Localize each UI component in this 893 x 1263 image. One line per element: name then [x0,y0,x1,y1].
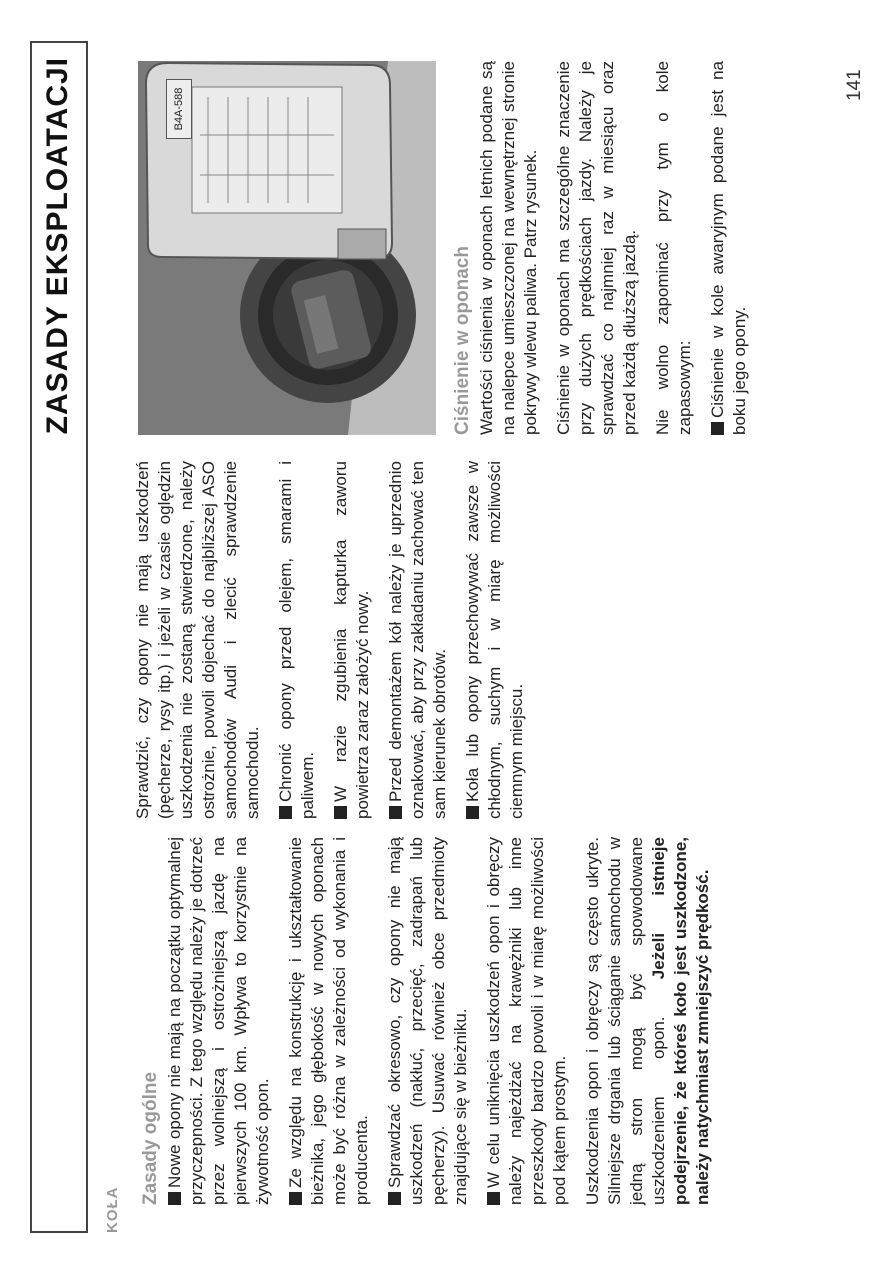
bullet-paragraph: Chronić opony przed olejem, smarami i paliwem. [276,461,317,819]
paragraph: Sprawdzić, czy opony nie mają uszkodzeń (pęcherze, rysy itp.) i jeżeli w czasie oględzin uszkodzenia nie zostaną stwierdzone, należy ostrożnie, powoli dojechać do najbliższej ASO samochodów Audi i zlecić sprawdzenie samochodu. [133,461,262,819]
bullet-paragraph: Nowe opony nie mają na początku optymalnej przyczepności. Z tego względu należy je dotrzeć przez wolniejszą i ostrożniejszą jazdę na pierwszych 100 km. Wpływa to korzystnie na żywotność opon. [165,837,272,1205]
heading-general-rules: Zasady ogólne [140,1071,161,1205]
bullet-square-icon [289,1192,302,1205]
figure-code: B4A-588 [166,79,192,139]
bullet-paragraph: W celu uniknięcia uszkodzeń opon i obręczy należy najeżdżać na krawężniki lub inne przeszkody bardzo powoli i w miarę możliwości pod kątem prostym. [484,837,569,1205]
bullet-paragraph: Ciśnienie w kole awaryjnym podane jest na boku jego opony. [708,61,749,435]
bullet-square-icon [388,1192,401,1205]
bullet-square-icon [466,806,479,819]
bullet-square-icon [334,806,347,819]
fuel-flap-photo [138,61,436,435]
bullet-square-icon [711,422,724,435]
header-bar [30,41,88,1233]
heading-tire-pressure: Ciśnienie w oponach [452,246,473,435]
column-left [140,837,725,1205]
bullet-paragraph: Ze względu na konstrukcję i ukształtowanie bieżnika, jego głębokość w nowych oponach może być różna w zależności od wykonania i producenta. [286,837,371,1205]
bullet-square-icon [487,1192,500,1205]
bullet-paragraph: Sprawdzać okresowo, czy opony nie mają uszkodzeń (nakłuć, przecięć, zadrapań lub pęcherzy). Usuwać również obce przedmioty znajdujące się w bieżniku. [385,837,470,1205]
page-number: 141 [844,69,865,101]
bold-warning: Jeżeli istnieje podejrzenie, że któreś koło jest uszkodzone, należy natychmiast zmniejszyć prędkość. [649,837,712,1205]
bullet-paragraph: Przed demontażem kół należy je uprzednio oznakować, aby przy zakładaniu zachować ten sam kierunek obrotów. [386,461,449,819]
paragraph: Uszkodzenia opon i obręczy są często ukryte. Silniejsze drgania lub ściąganie samochodu w jedną stron mogą być spowodowane uszkodzeniem opon. Jeżeli istnieje podejrzenie, że któreś koło jest uszkodzone, należy natychmiast zmniejszyć prędkość. [583,837,712,1205]
bullet-paragraph: Koła lub opony przechowywać zawsze w chłodnym, suchym i w miarę możliwości ciemnym miejscu. [463,461,526,819]
bullet-square-icon [279,806,292,819]
column-middle [132,461,539,819]
section-label: KOŁA [104,1186,121,1233]
column-right [452,61,762,435]
bullet-square-icon [168,1192,181,1205]
bullet-square-icon [389,806,402,819]
paragraph: Nie wolno zapominać przy tym o kole zapasowym: [653,61,694,435]
paragraph: Wartości ciśnienia w oponach letnich podane są na nalepce umieszczonej na wewnętrznej stronie pokrywy wlewu paliwa. Patrz rysunek. [477,61,540,435]
bullet-paragraph: W razie zgubienia kapturka zaworu powietrza zaraz założyć nowy. [331,461,372,819]
paragraph: Ciśnienie w oponach ma szczególne znaczenie przy dużych prędkościach jazdy. Należy je sprawdzać co najmniej raz w miesiącu oraz przed każdą dłuższą jazdą. [554,61,639,435]
page-title: ZASADY EKSPLOATACJI [41,57,74,435]
